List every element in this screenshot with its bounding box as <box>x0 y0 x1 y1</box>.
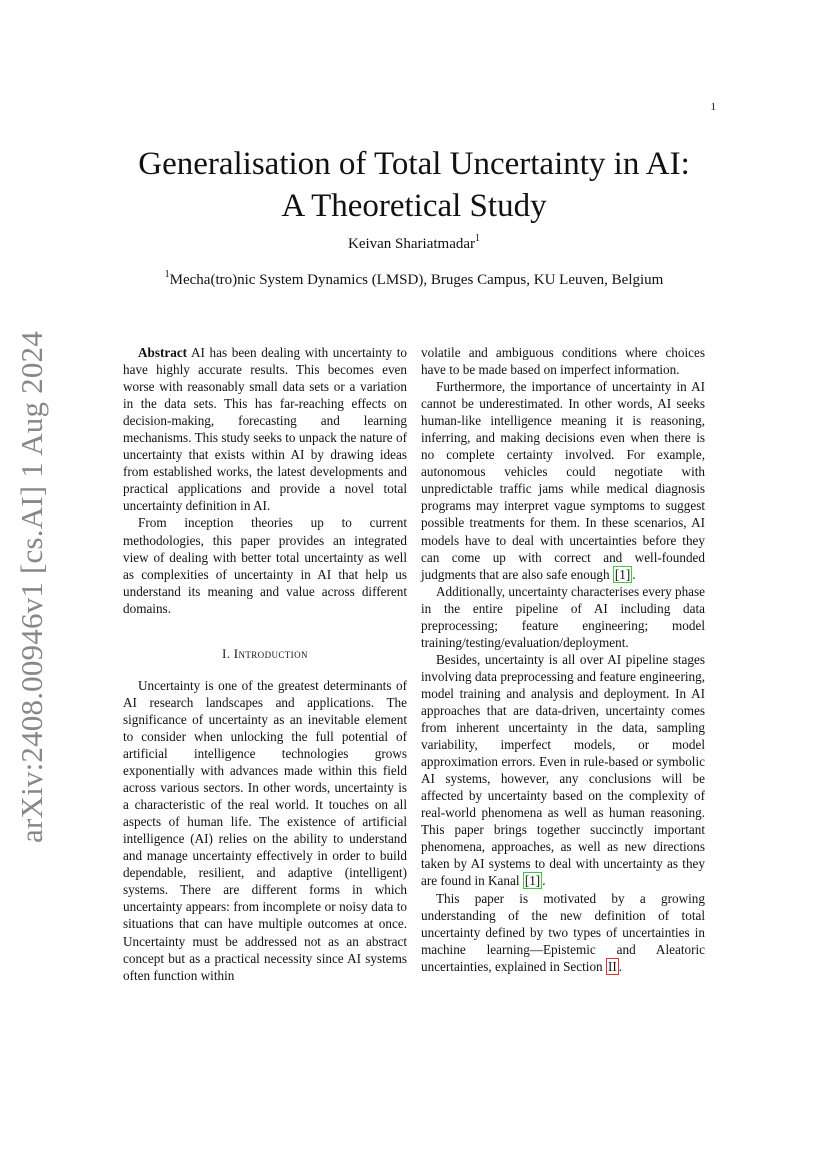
introduction-paragraph-2 <box>421 378 705 583</box>
author-name: Keivan Shariatmadar <box>347 236 476 252</box>
affiliation-mark: 1 <box>164 269 170 280</box>
abstract-paragraph-2: From inception theories up to current methodologies, this paper provides an integrated view of dealing with better total uncertainty as well as complexities of uncertainty in AI that help us understand its meaning and value across different domains. <box>123 515 407 616</box>
introduction-continuation: volatile and ambiguous conditions where choices have to be made based on imperfect information. <box>421 345 705 378</box>
arxiv-identifier-stamp: arXiv:2408.00946v1 [cs.AI] 1 Aug 2024 <box>14 331 49 843</box>
abstract-paragraph <box>123 344 407 514</box>
title-line-1: Generalisation of Total Uncertainty in AI: <box>138 146 690 182</box>
paragraph-text: Besides, uncertainty is all over AI pipeline stages involving data preprocessing and feature engineering, model training and analysis and deployment. In AI approaches that are data-driven, uncertainty comes from inherent uncertainty in the data, sampling variability, imperfect models, or model approximation errors. Even in rule-based or symbolic AI systems, however, any conclusions will be affected by uncertainty based on the complexity of real-world phenomena as well as human reasoning. This paper brings together succinctly important phenomena, approaches, as well as new directions taken by AI systems to deal with uncertainty as they are found in Kanal <box>421 651 705 889</box>
section-heading-introduction <box>123 645 407 663</box>
paragraph-text: This paper is motivated by a growing understanding of the new definition of total uncertainty defined by two types of uncertainties in machine learning—Epistemic and Aleatoric uncertainties, explained in Section <box>421 890 705 974</box>
paragraph-end: . <box>618 958 623 974</box>
introduction-paragraph-5 <box>421 890 705 975</box>
affiliation-text: Mecha(tro)nic System Dynamics (LMSD), Bruges Campus, KU Leuven, Belgium <box>169 272 664 288</box>
paper-title <box>100 143 728 227</box>
section-number: I. <box>222 646 231 661</box>
abstract-label: Abstract <box>138 345 188 360</box>
author-line <box>100 233 728 253</box>
page-number: 1 <box>710 101 716 113</box>
citation-link[interactable]: [1] <box>614 566 631 582</box>
title-line-2: A Theoretical Study <box>281 188 547 224</box>
introduction-paragraph-3: Additionally, uncertainty characterises every phase in the entire pipeline of AI including data preprocessing; feature engineering; model training/testing/evaluation/deployment. <box>421 583 706 650</box>
left-column <box>123 344 407 984</box>
author-affiliation-mark: 1 <box>475 233 481 244</box>
abstract-text: AI has been dealing with uncertainty to have highly accurate results. This becomes even worse with reasonably small data sets or a variation in the data sets. This has far-reaching effects on decision-making, forecasting and learning mechanisms. This study seeks to unpack the nature of uncertainty that exists within AI by drawing ideas from established works, the latest developments and practical applications and provide a novel total uncertainty definition in AI. <box>123 345 407 514</box>
citation-link[interactable]: [1] <box>524 873 541 889</box>
right-column <box>421 344 705 975</box>
introduction-paragraph-4 <box>421 651 705 890</box>
affiliation-line <box>100 269 728 289</box>
section-title: Introduction <box>233 645 308 661</box>
paragraph-text: Furthermore, the importance of uncertainty in AI cannot be underestimated. In other words, AI seeks human-like intelligence meaning it is reasoning, inferring, and making decisions even when there is no complete certainty involved. For example, autonomous vehicles could negotiate with unpredictable traffic jams while medical diagnosis programs may interpret vague symptoms to suggest possible treatments for them. In these scenarios, AI models have to deal with uncertainties before they can come up with correct and well-founded judgments that are also safe enough <box>421 379 705 582</box>
section-reference-link[interactable]: II <box>607 958 617 974</box>
introduction-paragraph-1: Uncertainty is one of the greatest determinants of AI research landscapes and applications. The significance of uncertainty as an inevitable element to consider when unlocking the full potential of artificial intelligence technologies grows exponentially with advances made within this field across various sectors. In other words, uncertainty is a characteristic of the real world. It touches on all aspects of human life. The existence of artificial intelligence (AI) relies on the ability to understand and manage uncertainty effectively in order to build dependable, resilient, and adaptive (intelligent) systems. There are different forms in which uncertainty appears: from incomplete or noisy data to situations that can have multiple outcomes at once. Uncertainty must be addressed not as an abstract concept but as a practical necessity since AI systems often function within <box>123 677 407 983</box>
paragraph-end: . <box>632 566 636 582</box>
paragraph-end: . <box>542 873 546 889</box>
